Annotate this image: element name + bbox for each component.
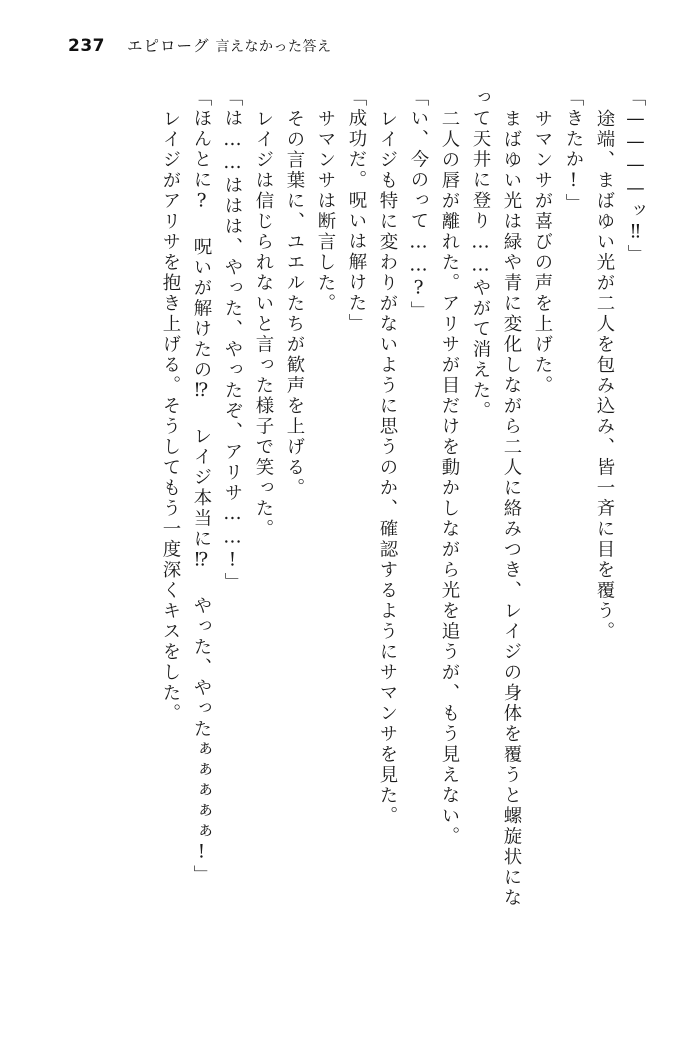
chapter-prefix: エピローグ: [127, 37, 210, 55]
text-line: 「成功だ。呪いは解けた」: [346, 88, 367, 334]
vertical-text-body: [60, 88, 644, 968]
text-line: 「い、今のって……?」: [408, 88, 429, 322]
running-head: [68, 34, 640, 62]
chapter-title-text: 言えなかった答え: [215, 39, 332, 55]
text-line: 二人の唇が離れた。アリサが目だけを動かしながら光を追うが、もう見えない。: [439, 109, 460, 847]
text-line: その言葉に、ユエルたちが歓声を上げる。: [284, 109, 305, 499]
text-line: レイジは信じられないと言った様子で笑った。: [253, 109, 274, 540]
chapter-title: [127, 34, 331, 56]
text-line: サマンサは断言した。: [315, 109, 336, 314]
text-line: 途端、まばゆい光が二人を包み込み、皆一斉に目を覆う。: [594, 109, 615, 642]
text-line: 「は……ははは、やった、やったぞ、アリサ……!」: [222, 88, 243, 593]
text-line: サマンサが喜びの声を上げた。: [532, 109, 553, 396]
text-line: レイジも特に変わりがないように思うのか、確認するようにサマンサを見た。: [377, 109, 398, 827]
text-line: 「きたか!」: [563, 88, 584, 214]
page-number: 237: [68, 36, 105, 56]
text-line: レイジがアリサを抱き上げる。そうしてもう一度深くキスをした。: [160, 109, 181, 724]
text-line: って天井に登り……やがて消えた。: [470, 88, 491, 422]
text-line: 「ほんとに? 呪いが解けたの⁉ レイジ本当に⁉ やった、やったぁぁぁぁぁ!」: [191, 88, 212, 886]
text-line: まばゆい光は緑や青に変化しながら二人に絡みつき、レイジの身体を覆うと螺旋状にな: [501, 109, 522, 909]
text-line: 「————ッ‼」: [625, 88, 646, 265]
